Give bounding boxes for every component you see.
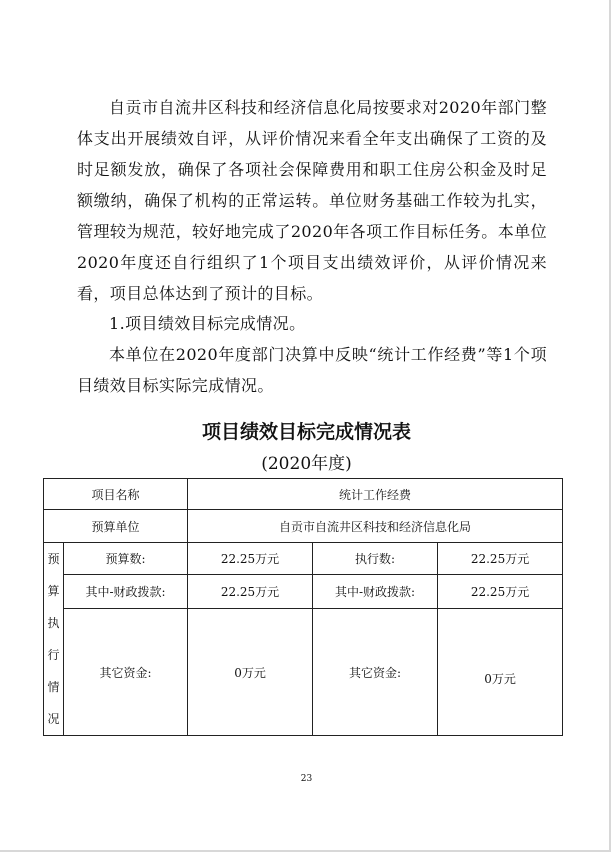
table-title: 项目绩效目标完成情况表 xyxy=(201,421,411,443)
table-row-other-funds xyxy=(44,609,563,736)
table-row-fiscal xyxy=(44,574,563,609)
project-name-value: 统计工作经费 xyxy=(188,479,563,510)
paragraph-section-heading: 1.项目绩效目标完成情况。 xyxy=(109,314,306,333)
table-year: (2020年度) xyxy=(261,454,352,474)
table-row-budget xyxy=(44,543,563,575)
table-row-budget-unit xyxy=(44,510,563,543)
paragraph-project-summary: 本单位在2020年度部门决算中反映“统计工作经费”等1个项目绩效目标实际完成情况。 xyxy=(77,345,547,395)
paragraph-self-evaluation: 自贡市自流井区科技和经济信息化局按要求对2020年部门整体支出开展绩效自评，从评价情况来看全年支出确保了工资的及时足额发放，确保了各项社会保障费用和职工住房公积金及时足额缴纳，确保了机构的正常运转。单位财务基础工作较为扎实，管理较为规范，较好地完成了2020年各项工作目标任务。本单位2020年度还自行组织了1个项目支出绩效评价，从评价情况来看，项目总体达到了预计的目标。 xyxy=(77,98,547,303)
project-name-label: 项目名称 xyxy=(44,479,188,510)
budget-other-value: 0万元 xyxy=(188,609,313,736)
budget-other-label: 其它资金: xyxy=(64,609,188,736)
budget-label: 预算数: xyxy=(64,543,188,575)
budget-unit-value: 自贡市自流井区科技和经济信息化局 xyxy=(188,510,563,543)
executed-label: 执行数: xyxy=(313,543,438,575)
budget-fiscal-value: 22.25万元 xyxy=(188,574,313,609)
executed-fiscal-label: 其中-财政拨款: xyxy=(313,574,438,609)
budget-value: 22.25万元 xyxy=(188,543,313,575)
page-number: 23 xyxy=(300,774,313,784)
budget-fiscal-label: 其中-财政拨款: xyxy=(64,574,188,609)
executed-other-label: 其它资金: xyxy=(313,609,438,736)
executed-value: 22.25万元 xyxy=(438,543,563,575)
table-row-project-name xyxy=(44,479,563,510)
executed-other-value: 0万元 xyxy=(438,609,563,736)
budget-execution-label: 预 算 执 行 情 况 xyxy=(44,543,64,736)
budget-unit-label: 预算单位 xyxy=(44,510,188,543)
executed-fiscal-value: 22.25万元 xyxy=(438,574,563,609)
performance-table xyxy=(43,478,563,736)
